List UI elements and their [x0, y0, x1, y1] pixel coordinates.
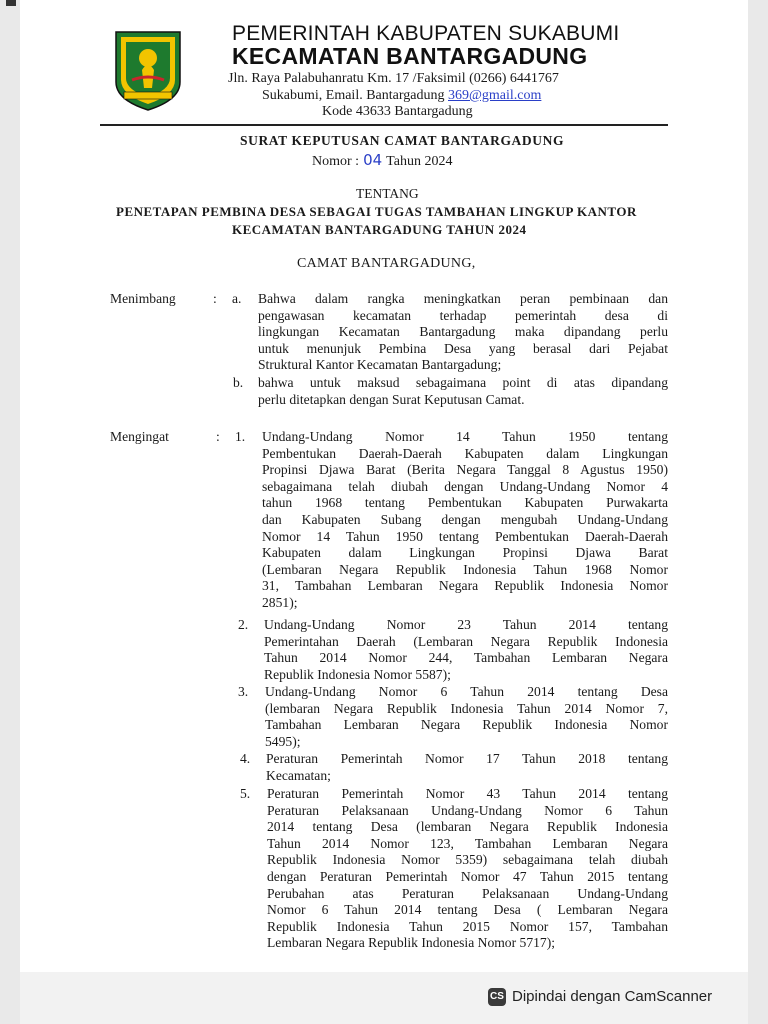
- text-line: Propinsi Djawa Barat (Berita Negara Tanggal 8 Agustus 1950): [262, 462, 668, 478]
- text-line: Republik Indonesia Tahun 2015 Nomor 157, Tambahan: [267, 918, 668, 934]
- mengingat-mark-4: 4.: [240, 751, 251, 766]
- decree-subject-line-2: KECAMATAN BANTARGADUNG TAHUN 2024: [232, 222, 527, 237]
- decree-year: Tahun 2024: [386, 154, 453, 169]
- decree-title: SURAT KEPUTUSAN CAMAT BANTARGADUNG: [240, 133, 565, 148]
- text-line: 31, Tambahan Lembaran Negara Republik Indonesia Nomor: [262, 578, 668, 594]
- camscanner-watermark: [472, 980, 752, 1016]
- text-line: perlu ditetapkan dengan Surat Keputusan Camat.: [258, 391, 525, 407]
- letterhead-address: Jln. Raya Palabuhanratu Km. 17 /Faksimil (0266) 6441767: [228, 71, 559, 86]
- camscanner-text: Dipindai dengan CamScanner: [512, 988, 713, 1005]
- text-line: 2014 tentang Desa (lembaran Negara Republik Indonesia: [267, 819, 668, 835]
- text-line: Perubahan atas Peraturan Pelaksanaan Undang-Undang: [267, 885, 668, 901]
- text-line: Tahun 2014 Nomor 123, Tambahan Lembaran Negara: [267, 835, 668, 851]
- decree-subject-line-1: PENETAPAN PEMBINA DESA SEBAGAI TUGAS TAMBAHAN LINGKUP KANTOR: [116, 204, 637, 219]
- text-line: Republik Indonesia Nomor 5359) sebagaimana telah diubah: [267, 852, 668, 868]
- mengingat-mark-2: 2.: [238, 617, 249, 632]
- mengingat-mark-3: 3.: [238, 684, 249, 699]
- text-line: untuk menunjuk Pembina Desa yang berasal dari Pejabat: [258, 340, 668, 356]
- text-line: Tambahan Lembaran Negara Republik Indonesia Nomor: [265, 717, 668, 733]
- mengingat-mark-5: 5.: [240, 786, 251, 801]
- text-line: Kecamatan;: [266, 767, 331, 783]
- text-line: lingkungan Kecamatan Bantargadung maka dipandang perlu: [258, 324, 668, 340]
- mengingat-item-4: [266, 751, 668, 784]
- menimbang-item-a: [258, 291, 668, 374]
- letterhead-divider: [100, 124, 668, 126]
- mengingat-item-2: [264, 617, 668, 683]
- menimbang-item-b: [258, 375, 668, 408]
- mengingat-label: Mengingat: [110, 429, 169, 444]
- letterhead-postcode: Kode 43633 Bantargadung: [322, 104, 473, 119]
- page-edge-right: [748, 0, 768, 1024]
- mengingat-item-1: [262, 429, 668, 612]
- text-line: Pembentukan Daerah-Daerah Kabupaten dalam Lingkungan: [262, 445, 668, 461]
- text-line: bahwa untuk maksud sebagaimana point di atas dipandang: [258, 375, 668, 390]
- text-line: (lembaran Negara Republik Indonesia Tahun 2014 Nomor 7,: [265, 700, 668, 716]
- mengingat-mark-1: 1.: [235, 429, 246, 444]
- decree-number-value: 04: [363, 151, 383, 169]
- text-line: sebagaimana telah diubah dengan Undang-Undang Nomor 4: [262, 478, 668, 494]
- letterhead-government: PEMERINTAH KABUPATEN SUKABUMI: [232, 22, 620, 45]
- menimbang-label: Menimbang: [110, 291, 176, 306]
- text-line: (Lembaran Negara Republik Indonesia Tahun 1968 Nomor: [262, 561, 668, 577]
- menimbang-mark-a: a.: [232, 291, 242, 306]
- mengingat-colon: :: [216, 429, 220, 444]
- text-line: Peraturan Pemerintah Nomor 17 Tahun 2018 tentang: [266, 751, 668, 766]
- text-line: tahun 1968 tentang Pembentukan Kabupaten Purwakarta: [262, 495, 668, 511]
- text-line: Undang-Undang Nomor 14 Tahun 1950 tentang: [262, 429, 668, 444]
- mengingat-item-3: [265, 684, 668, 750]
- mengingat-item-5: [267, 786, 668, 952]
- decree-number-label: Nomor :: [312, 154, 360, 169]
- text-line: Peraturan Pelaksanaan Undang-Undang Nomor 6 Tahun: [267, 802, 668, 818]
- text-line: pengawasan kecamatan terhadap pemerintah desa di: [258, 307, 668, 323]
- text-line: 2851);: [262, 594, 298, 610]
- letterhead-office: KECAMATAN BANTARGADUNG: [232, 43, 588, 69]
- text-line: Pemerintahan Daerah (Lembaran Negara Republik Indonesia: [264, 633, 668, 649]
- corner-mark: [6, 0, 16, 6]
- text-line: Bahwa dalam rangka meningkatkan peran pembinaan dan: [258, 291, 668, 306]
- text-line: Struktural Kantor Kecamatan Bantargadung;: [258, 357, 502, 373]
- text-line: Undang-Undang Nomor 6 Tahun 2014 tentang Desa: [265, 684, 668, 699]
- text-line: Lembaran Negara Republik Indonesia Nomor 5717);: [267, 935, 556, 951]
- text-line: Nomor 14 Tahun 1950 tentang Pembentukan Daerah-Daerah: [262, 528, 668, 544]
- sukabumi-crest-icon: [112, 30, 184, 112]
- tentang-heading: TENTANG: [356, 186, 419, 201]
- text-line: Kabupaten dalam Lingkungan Propinsi Djawa Barat: [262, 545, 668, 561]
- camscanner-icon: CS: [488, 988, 506, 1006]
- letterhead-email-line: [262, 88, 541, 104]
- menimbang-colon: :: [213, 291, 217, 306]
- text-line: dengan Peraturan Pemerintah Nomor 47 Tahun 2015 tentang: [267, 868, 668, 884]
- text-line: Peraturan Pemerintah Nomor 43 Tahun 2014 tentang: [267, 786, 668, 801]
- letterhead-email-link[interactable]: 369@gmail.com: [448, 88, 542, 103]
- text-line: Tahun 2014 Nomor 244, Tambahan Lembaran Negara: [264, 650, 668, 666]
- decree-number: [312, 151, 452, 170]
- text-line: Republik Indonesia Nomor 5587);: [264, 666, 451, 682]
- text-line: 5495);: [265, 733, 301, 749]
- page-edge-left: [0, 0, 20, 1024]
- menimbang-mark-b: b.: [233, 375, 244, 390]
- text-line: Nomor 6 Tahun 2014 tentang Desa ( Lembaran Negara: [267, 902, 668, 918]
- text-line: Undang-Undang Nomor 23 Tahun 2014 tentang: [264, 617, 668, 632]
- decree-issuer: CAMAT BANTARGADUNG,: [297, 256, 476, 271]
- text-line: dan Kabupaten Subang dengan mengubah Undang-Undang: [262, 511, 668, 527]
- letterhead-email-prefix: Sukabumi, Email. Bantargadung: [262, 88, 448, 103]
